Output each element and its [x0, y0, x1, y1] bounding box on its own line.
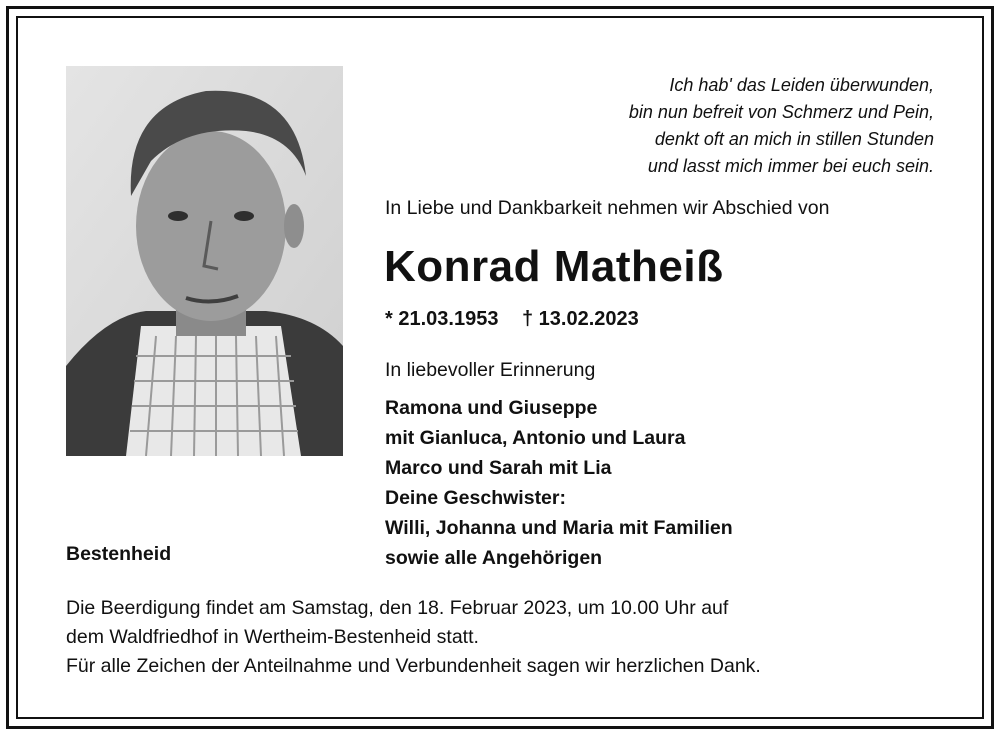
family-line: Deine Geschwister: — [385, 487, 566, 509]
death-date: † 13.02.2023 — [522, 308, 639, 330]
family-line: Ramona und Giuseppe — [385, 397, 598, 419]
family-line: sowie alle Angehörigen — [385, 547, 603, 569]
intro-text: In Liebe und Dankbarkeit nehmen wir Abschied von — [385, 197, 830, 219]
poem-line: bin nun befreit von Schmerz und Pein, — [628, 102, 934, 122]
deceased-name: Konrad Matheiß — [384, 242, 724, 291]
funeral-line: Die Beerdigung findet am Samstag, den 18. Februar 2023, um 10.00 Uhr auf — [66, 597, 729, 619]
poem-line: Ich hab' das Leiden überwunden, — [669, 75, 934, 95]
family-line: Marco und Sarah mit Lia — [385, 457, 612, 479]
funeral-info — [66, 594, 761, 681]
family-line: Willi, Johanna und Maria mit Familien — [385, 517, 733, 539]
funeral-line: Für alle Zeichen der Anteilnahme und Verbundenheit sagen wir herzlichen Dank. — [66, 655, 761, 677]
family-list — [385, 393, 733, 573]
poem-line: denkt oft an mich in stillen Stunden — [654, 129, 934, 149]
location: Bestenheid — [66, 543, 172, 565]
life-dates — [385, 308, 657, 331]
memory-line: In liebevoller Erinnerung — [385, 359, 596, 381]
birth-date: * 21.03.1953 — [385, 308, 499, 330]
portrait-photo — [66, 66, 343, 456]
poem — [414, 72, 934, 180]
funeral-line: dem Waldfriedhof in Wertheim-Bestenheid statt. — [66, 626, 479, 648]
family-line: mit Gianluca, Antonio und Laura — [385, 427, 686, 449]
poem-line: und lasst mich immer bei euch sein. — [647, 156, 934, 176]
